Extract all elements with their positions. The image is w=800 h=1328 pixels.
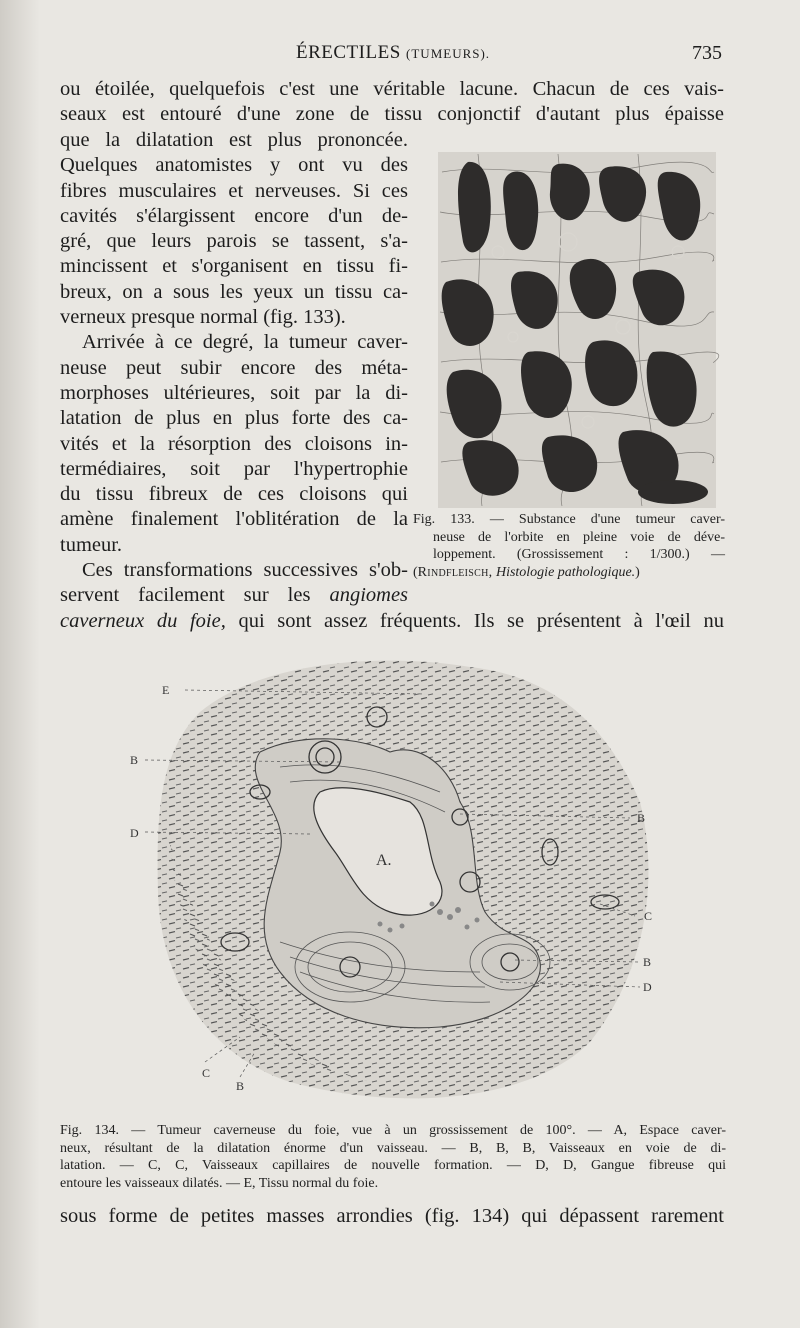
text-line: seaux est entouré d'une zone de tissu conjonctif d'autant plus épaisse <box>60 103 724 126</box>
text-line: gré, que leurs parois se tassent, s'a- <box>60 230 408 253</box>
figure-134-caption <box>60 1122 726 1192</box>
caption-line: neuse de l'orbite en pleine voie de déve- <box>433 529 725 545</box>
text-line: amène finalement l'oblitération de la <box>60 508 408 531</box>
text-line: latation de plus en plus forte des ca- <box>60 407 408 430</box>
caption-line: loppement. (Grossissement : 1/300.) — <box>433 547 725 563</box>
text-line: mincissent et s'organisent en tissu fi- <box>60 255 408 278</box>
caption-line: Fig. 133. — Substance d'une tumeur caver- <box>413 512 725 527</box>
text-line: cavités s'élargissent encore d'un de- <box>60 204 408 227</box>
column-text <box>60 128 408 609</box>
caption-line: latation. — C, C, Vaisseaux capillaires de nouvelle formation. — D, D, Gangue fibreuse qui <box>60 1158 726 1174</box>
text-line: du tissu fibreux de ces cloisons qui <box>60 483 408 506</box>
text-line: neuse peut subir encore des méta- <box>60 356 408 379</box>
running-head: ÉRECTILES (TUMEURS). <box>296 42 491 63</box>
fig134-label-c-right: C <box>644 909 653 923</box>
text-line: caverneux du foie, qui sont assez fréquents. Ils se présentent à l'œil nu <box>60 610 724 632</box>
text-line: Ces transformations successives s'ob- <box>82 559 408 582</box>
fig134-label-b-bottom: B <box>236 1079 245 1093</box>
figure-134-engraving <box>130 642 660 1112</box>
text-line: verneux presque normal (fig. 133). <box>60 306 346 329</box>
text-line: que la dilatation est plus prononcée. <box>60 129 408 151</box>
text-line: Quelques anatomistes y ont vu des <box>60 154 408 177</box>
text-line: fibres musculaires et nerveuses. Si ces <box>60 179 408 202</box>
figure-133-engraving <box>438 152 716 508</box>
text-line: vités et la résorption des cloisons in- <box>60 432 408 455</box>
paragraph-continuation <box>60 609 724 634</box>
fig134-label-d-left: D <box>130 826 139 840</box>
caption-line: Fig. 134. — Tumeur caverneuse du foie, vue à un grossissement de 100°. — A, Espace caver- <box>60 1123 726 1138</box>
paragraph-top <box>60 77 724 128</box>
fig134-label-c-bottom: C <box>202 1066 211 1080</box>
page-header <box>60 42 722 72</box>
text-line: sous forme de petites masses arrondies (fig. 134) qui dépassent rarement <box>60 1205 724 1227</box>
fig134-label-e: E <box>162 683 170 697</box>
text-line: Arrivée à ce degré, la tumeur caver- <box>82 331 408 354</box>
text-line: tumeur. <box>60 533 123 556</box>
text-line: breux, on a sous les yeux un tissu ca- <box>60 280 408 303</box>
caption-line: neux, résultant de la dilatation énorme d'un vaisseau. — B, B, B, Vaisseaux en voie de di- <box>60 1140 726 1156</box>
fig134-label-b-left: B <box>130 753 139 767</box>
text-line: termédiaires, soit par l'hypertrophie <box>60 457 408 480</box>
page-number: 735 <box>692 42 722 64</box>
figure-133-caption <box>413 511 725 581</box>
text-line: morphoses ultérieures, soit par la di- <box>60 381 408 404</box>
caption-line: entoure les vaisseaux dilatés. — E, Tissu normal du foie. <box>60 1175 379 1191</box>
fig134-label-a: A. <box>376 852 392 869</box>
caption-line: (Rindfleisch, Histologie pathologique.) <box>413 564 640 580</box>
page-gutter-shadow <box>0 0 40 1328</box>
fig134-label-b-lower: B <box>643 955 652 969</box>
fig134-label-d-right: D <box>643 980 652 994</box>
fig134-label-b-right: B <box>637 811 646 825</box>
paragraph-bottom <box>60 1204 724 1229</box>
text-line: ou étoilée, quelquefois c'est une véritable lacune. Chacun de ces vais- <box>60 78 724 100</box>
text-line: servent facilement sur les angiomes <box>60 584 409 607</box>
